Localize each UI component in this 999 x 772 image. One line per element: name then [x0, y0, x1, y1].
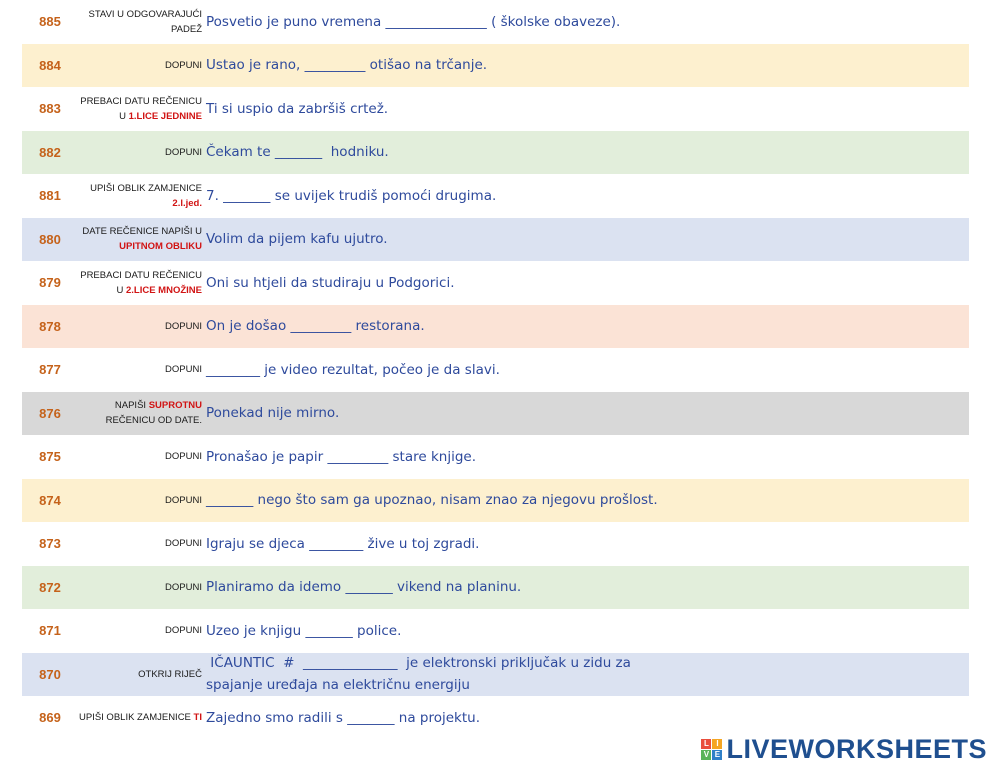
exercise-number: 879: [39, 275, 61, 291]
exercise-row: [22, 392, 969, 436]
instruction-text: DOPUNI: [165, 494, 202, 506]
instruction-text: UPIŠI OBLIK ZAMJENICE: [78, 712, 194, 724]
logo-mark-letter: L: [701, 739, 711, 749]
instruction-highlight: TI: [193, 712, 202, 724]
exercise-number: 885: [39, 14, 61, 30]
instruction-text: REČENICU OD DATE.: [105, 415, 202, 427]
exercise-row: [22, 609, 969, 653]
exercise-sentence[interactable]: Čekam te _______ hodniku.: [206, 144, 389, 161]
instruction-text: PADEŽ: [171, 23, 202, 35]
instruction-text: PREBACI DATU REČENICU U: [80, 269, 202, 296]
instruction-text: DOPUNI: [165, 581, 202, 593]
exercise-sentence[interactable]: Ti si uspio da zabršiš crtež.: [206, 100, 389, 117]
exercise-instruction: [78, 398, 202, 428]
exercise-sentence[interactable]: Ustao je rano, _________ otišao na trčanje.: [206, 57, 488, 74]
instruction-text: DOPUNI: [165, 146, 202, 158]
exercise-instruction: [78, 7, 202, 37]
exercise-row: [22, 44, 969, 88]
exercise-instruction: [78, 181, 202, 211]
exercise-instruction: [78, 362, 202, 377]
exercise-instruction: [78, 94, 202, 124]
instruction-highlight: 2.LICE MNOŽINE: [125, 284, 202, 296]
exercise-sentence[interactable]: Volim da pijem kafu ujutro.: [206, 231, 388, 248]
instruction-text: DOPUNI: [165, 538, 202, 550]
exercise-sentence[interactable]: Planiramo da idemo _______ vikend na planinu.: [206, 579, 522, 596]
exercise-number: 880: [39, 231, 61, 247]
exercise-instruction: [78, 319, 202, 334]
exercise-instruction: [78, 268, 202, 298]
exercise-row: [22, 522, 969, 566]
logo-mark-letter: E: [712, 750, 722, 760]
exercise-row: [22, 218, 969, 262]
worksheet-table: [22, 0, 969, 740]
exercise-number: 876: [39, 405, 61, 421]
logo-text: LIVEWORKSHEETS: [726, 733, 987, 764]
exercise-sentence[interactable]: Uzeo je knjigu _______ police.: [206, 622, 402, 639]
instruction-text: DOPUNI: [165, 320, 202, 332]
instruction-text: DOPUNI: [165, 625, 202, 637]
exercise-number: 883: [39, 101, 61, 117]
exercise-row: [22, 653, 969, 697]
exercise-row: [22, 261, 969, 305]
exercise-instruction: [78, 493, 202, 508]
exercise-row: [22, 174, 969, 218]
exercise-row: [22, 87, 969, 131]
exercise-instruction: [78, 667, 202, 682]
exercise-sentence[interactable]: Igraju se djeca ________ žive u toj zgradi.: [206, 535, 480, 552]
instruction-highlight: UPITNOM OBLIKU: [119, 241, 202, 253]
exercise-number: 874: [39, 492, 61, 508]
instruction-highlight: 2.l.jed.: [172, 197, 202, 209]
instruction-text: DOPUNI: [165, 451, 202, 463]
exercise-instruction: [78, 449, 202, 464]
exercise-instruction: [78, 224, 202, 254]
exercise-sentence[interactable]: On je došao _________ restorana.: [206, 318, 425, 335]
instruction-text: DOPUNI: [165, 59, 202, 71]
exercise-instruction: [78, 580, 202, 595]
exercise-sentence[interactable]: Oni su htjeli da studiraju u Podgorici.: [206, 274, 455, 291]
exercise-number: 871: [39, 623, 61, 639]
exercise-number: 878: [39, 318, 61, 334]
exercise-row: [22, 131, 969, 175]
instruction-text: STAVI U ODGOVARAJUĆI: [88, 8, 202, 20]
exercise-number: 881: [39, 188, 61, 204]
instruction-text: NAPIŠI: [114, 400, 149, 412]
instruction-highlight: SUPROTNU: [148, 400, 202, 412]
logo-mark-letter: V: [701, 750, 711, 760]
exercise-row: [22, 479, 969, 523]
exercise-sentence[interactable]: ________ je video rezultat, počeo je da slavi.: [206, 361, 500, 378]
exercise-number: 875: [39, 449, 61, 465]
exercise-instruction: [78, 623, 202, 638]
exercise-row: [22, 435, 969, 479]
exercise-instruction: [78, 145, 202, 160]
exercise-row: [22, 566, 969, 610]
exercise-sentence[interactable]: Zajedno smo radili s _______ na projektu.: [206, 709, 481, 726]
logo-mark-letter: I: [712, 739, 722, 749]
exercise-number: 873: [39, 536, 61, 552]
exercise-number: 877: [39, 362, 61, 378]
logo-mark-icon: [701, 739, 722, 760]
liveworksheets-logo: [701, 734, 987, 764]
exercise-number: 870: [39, 666, 61, 682]
exercise-sentence[interactable]: IČAUNTIC # ______________ je elektronski priključak u zidu za spajanje uređaja na električnu energiju: [206, 655, 631, 694]
exercise-number: 869: [39, 710, 61, 726]
instruction-text: UPIŠI OBLIK ZAMJENICE: [90, 182, 202, 194]
exercise-number: 882: [39, 144, 61, 160]
exercise-row: [22, 348, 969, 392]
instruction-highlight: 1.LICE JEDNINE: [128, 110, 202, 122]
instruction-text: PREBACI DATU REČENICU U: [80, 95, 202, 122]
instruction-text: DOPUNI: [165, 364, 202, 376]
exercise-instruction: [78, 536, 202, 551]
instruction-text: DATE REČENICE NAPIŠI U: [82, 226, 202, 238]
exercise-instruction: [78, 58, 202, 73]
exercise-row: [22, 305, 969, 349]
exercise-number: 872: [39, 579, 61, 595]
exercise-sentence[interactable]: 7. _______ se uvijek trudiš pomoći drugima.: [206, 187, 497, 204]
exercise-sentence[interactable]: Posvetio je puno vremena _______________ ( školske obaveze).: [206, 13, 621, 30]
exercise-number: 884: [39, 57, 61, 73]
exercise-sentence[interactable]: Ponekad nije mirno.: [206, 405, 340, 422]
exercise-row: [22, 0, 969, 44]
instruction-text: OTKRIJ RIJEČ: [138, 668, 202, 680]
exercise-instruction: [78, 710, 202, 725]
exercise-sentence[interactable]: _______ nego što sam ga upoznao, nisam znao za njegovu prošlost.: [206, 492, 658, 509]
exercise-sentence[interactable]: Pronašao je papir _________ stare knjige.: [206, 448, 476, 465]
